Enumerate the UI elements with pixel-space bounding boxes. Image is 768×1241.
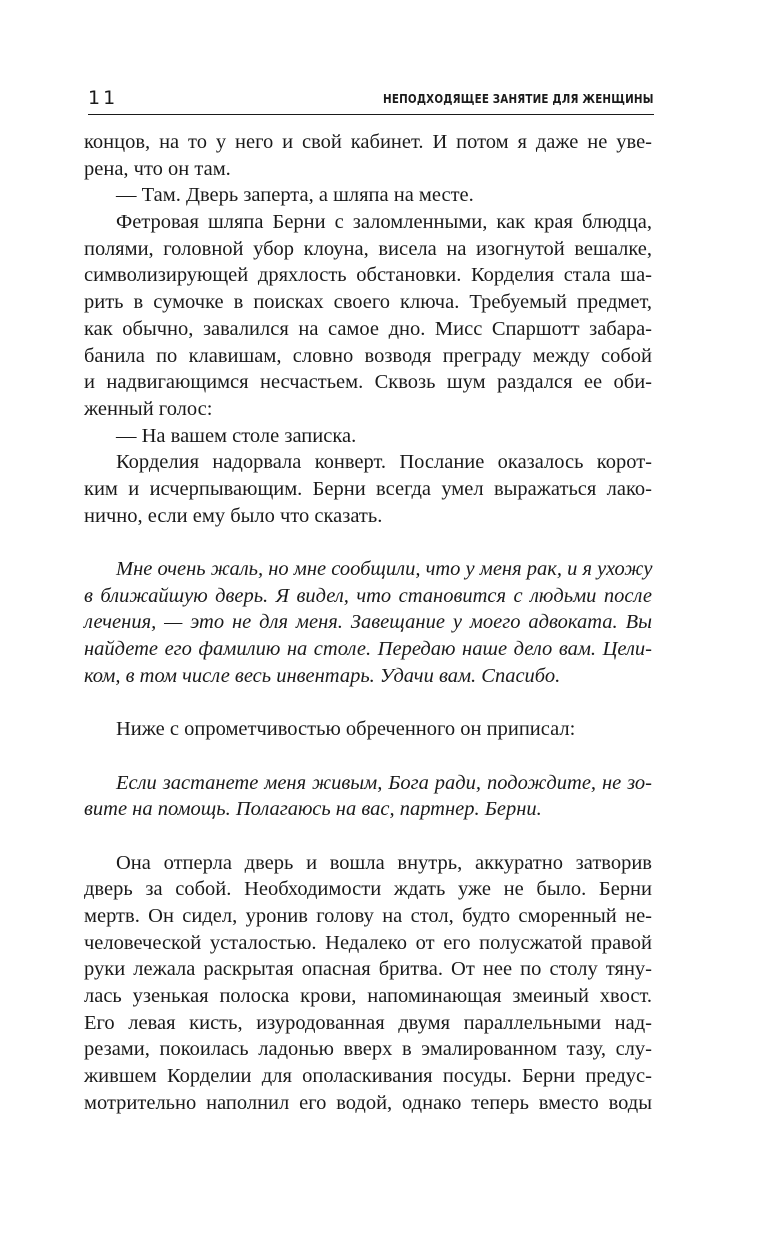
text-line: руки лежала раскрытая опасная бритва. От нее по столу тяну-: [84, 958, 652, 981]
paragraph-gap: [84, 529, 652, 556]
page-number: 11: [88, 87, 119, 109]
note-line: вите на помощь. Полагаюсь на вас, партнер. Берни.: [84, 798, 542, 821]
text-line: рить в сумочке в поисках своего ключа. Требуемый предмет,: [84, 291, 652, 314]
text-line: и надвигающимся несчастьем. Сквозь шум раздался ее оби-: [84, 371, 652, 394]
note-line: лечения, — это не для меня. Завещание у моего адвоката. Вы: [84, 611, 652, 634]
note-line: Мне очень жаль, но мне сообщили, что у меня рак, и я ухожу: [116, 558, 653, 580]
text-line: как обычно, завалился на самое дно. Мисс Спаршотт забара-: [84, 317, 652, 340]
text-line: символизирующей дряхлость обстановки. Корделия стала ша-: [84, 264, 652, 287]
note-line: ком, в том числе весь инвентарь. Удачи вам. Спасибо.: [84, 664, 561, 687]
text-line: ким и исчерпывающим. Берни всегда умел выражаться лако-: [84, 477, 652, 500]
page-header: [88, 86, 654, 115]
running-title: НЕПОДХОДЯЩЕЕ ЗАНЯТИЕ ДЛЯ ЖЕНЩИНЫ: [383, 92, 654, 106]
dialogue-line: — Там. Дверь заперта, а шляпа на месте.: [116, 184, 474, 207]
text-line: Фетровая шляпа Берни с заломленными, как края блюдца,: [116, 211, 652, 234]
text-line: Его левая кисть, изуродованная двумя параллельными над-: [84, 1011, 652, 1034]
text-line: нично, если ему было что сказать.: [84, 504, 383, 527]
text-line: лась узенькая полоска крови, напоминающая змеиный хвост.: [84, 985, 652, 1007]
paragraph-gap: [84, 689, 652, 716]
note-line: Если застанете меня живым, Бога ради, подождите, не зо-: [116, 771, 652, 794]
text-line: мотрительно наполнил его водой, однако теперь вместо воды: [84, 1091, 652, 1114]
paragraph-gap: [84, 823, 652, 850]
text-line: женный голос:: [84, 397, 213, 420]
text-line: Ниже с опрометчивостью обреченного он приписал:: [116, 718, 576, 741]
text-line: резами, покоилась ладонью вверх в эмалированном тазу, слу-: [84, 1038, 652, 1061]
note-line: найдете его фамилию на столе. Передаю наше дело вам. Цели-: [84, 638, 652, 661]
text-line: рена, что он там.: [84, 157, 231, 180]
body-text: [84, 129, 652, 1116]
paragraph-gap: [84, 743, 652, 770]
text-line: человеческой усталостью. Недалеко от его полусжатой правой: [84, 931, 652, 954]
text-line: Она отперла дверь и вошла внутрь, аккуратно затворив: [116, 851, 652, 874]
dialogue-line: — На вашем столе записка.: [116, 424, 357, 447]
text-line: концов, на то у него и свой кабинет. И потом я даже не уве-: [84, 131, 652, 153]
text-line: мертв. Он сидел, уронив голову на стол, будто сморенный не-: [84, 904, 652, 927]
text-line: жившем Корделии для ополаскивания посуды. Берни предус-: [84, 1065, 652, 1088]
text-line: полями, головной убор клоуна, висела на изогнутой вешалке,: [84, 237, 652, 260]
text-line: Корделия надорвала конверт. Послание оказалось корот-: [116, 451, 652, 474]
note-line: в ближайшую дверь. Я видел, что становится с людьми после: [84, 584, 652, 607]
text-line: дверь за собой. Необходимости ждать уже не было. Берни: [84, 878, 652, 901]
text-line: банила по клавишам, словно возводя преграду между собой: [84, 344, 652, 367]
